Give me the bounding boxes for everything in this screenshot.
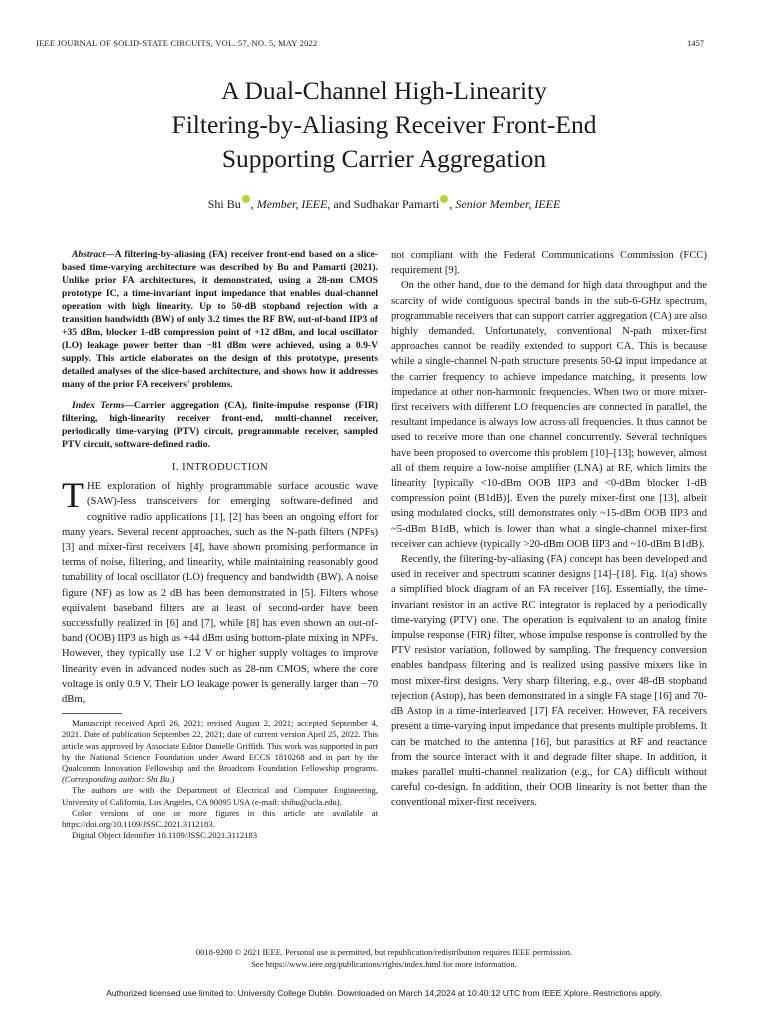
author-1-role: Member, IEEE xyxy=(256,197,328,211)
author-1[interactable]: Shi Bu xyxy=(207,197,241,211)
index-terms-label: Index Terms— xyxy=(72,400,135,411)
paper-title xyxy=(0,74,768,176)
index-terms xyxy=(62,399,378,451)
intro-paragraph xyxy=(62,475,378,707)
title-line-1: A Dual-Channel High-Linearity xyxy=(221,76,547,105)
section-heading: I. INTRODUCTION xyxy=(171,462,269,473)
abstract xyxy=(62,248,378,391)
orcid-icon[interactable] xyxy=(440,195,448,203)
footnote-doi[interactable]: Digital Object Identifier 10.1109/JSSC.2021.3112183 xyxy=(72,830,258,841)
right-paragraph-1: not compliant with the Federal Communications Commission (FCC) requirement [9]. xyxy=(391,250,707,277)
download-notice: Authorized licensed use limited to: University College Dublin. Downloaded on March 14,2024 at 10:40:12 UTC from IEEE Xplore. Restrictions apply. xyxy=(106,988,662,998)
right-column xyxy=(391,248,707,811)
abstract-text: A filtering-by-aliasing (FA) receiver front-end based on a slice-based time-varying architecture was described by Bu and Pamarti (2021). Unlike prior FA architectures, it demonstrated, using a 28-nm CMOS prototype IC, a time-invariant input impedance that enables dual-channel operation with high linearity. Up to 50-dB stopband rejection with a transition bandwidth (BW) of only 3.2 times the RF BW, out-of-band IIP3 of +35 dBm, blocker 1-dB compression point of +12 dBm, and local oscillator (LO) leakage power better than −81 dBm were achieved, using a 0.9-V supply. This article elaborates on the design of this prototype, presents detailed analyses of the slice-based architecture, and shows how it addresses many of the prior FA receivers' problems. xyxy=(62,249,378,390)
left-column xyxy=(62,248,378,841)
journal-header: IEEE JOURNAL OF SOLID-STATE CIRCUITS, VOL. 57, NO. 5, MAY 2022 xyxy=(36,38,318,48)
title-line-3: Supporting Carrier Aggregation xyxy=(221,144,547,173)
footnote-rule xyxy=(62,713,122,714)
intro-text: HE exploration of highly programmable surface acoustic wave (SAW)-less transceivers for emerging software-defined and cognitive radio applications [1], [2] has been an ongoing effort for many years. Several recent approaches, such as the N-path filters (NPFs) [3] and mixer-first receivers [4], have shown promising performance in terms of noise, filtering, and linearity, while maintaining reasonably good tunability of local oscillator (LO) frequency and bandwidth (BW). A noise figure (NF) as low as 2 dB has been demonstrated in [5]. Filters whose equivalent baseband filters are at least of second-order have been successfully realized in [6] and [7], while [8] has even shown an out-of-band (OOB) IIP3 as high as +44 dBm using bottom-plate mixing in NPFs. However, they typically use 1.2 V or higher supply voltages to improve linearity even in advanced nodes such as 28-nm CMOS, where the core voltage is only 0.9 V. Their LO leakage power is generally larger than −70 dBm, xyxy=(62,481,378,706)
author-2[interactable]: , and Sudhakar Pamarti xyxy=(327,197,440,211)
copyright-line-2[interactable]: See https://www.ieee.org/publications/rights/index.html for more information. xyxy=(251,959,517,969)
orcid-icon[interactable] xyxy=(242,195,250,203)
index-terms-text: Carrier aggregation (CA), finite-impulse response (FIR) filtering, high-linearity receiver front-end, multi-channel receiver, periodically time-varying (PTV) circuit, programmable receiver, sampled PTV circuit, software-defined radio. xyxy=(62,400,378,450)
page-number: 1457 xyxy=(687,38,704,48)
right-paragraph-2: On the other hand, due to the demand for high data throughput and the scarcity of wide contiguous spectral bands in the sub-6-GHz spectrum, programmable receivers that can support carrier aggregation (CA) are also highly demanded. Unfortunately, conventional N-path mixer-first approaches cannot be readily extended to support CA. This is because while a single-channel N-path structure presents 50-Ω input impedance at the carrier frequency to achieve impedance matching, it presents low impedance at other non-harmonic frequencies. When two or more mixer-first receivers with different LO frequencies are connected in parallel, the resultant impedance is always low across all frequencies. It thus cannot be used to receive more than one channel concurrently. Several techniques have been proposed to overcome this problem [10]–[13]; however, almost all of them require a low-noise amplifier (LNA) at RF, which limits the linearity [typically <10-dBm OOB IIP3 and <0-dBm blocker 1-dB compression point (B1dB)]. Even the purely mixer-first one [13], albeit using modulated clocks, still demonstrates only ~15-dBm OOB IIP3 and ~5-dBm B1dB, which is lower than what a single-channel mixer-first receiver can achieve (typically >20-dBm OOB IIP3 and ~10-dBm B1dB). xyxy=(391,280,707,550)
footnote-affiliation: The authors are with the Department of Electrical and Computer Engineering, University of California, Los Angeles, CA 90095 USA (e-mail: shibu@ucla.edu). xyxy=(62,785,378,807)
footnotes xyxy=(62,718,378,841)
author-line: Shi Bu , Member, IEEE, and Sudhakar Pamarti , Senior Member, IEEE xyxy=(207,197,561,211)
footnote-manuscript-text: Manuscript received April 26, 2021; revised August 2, 2021; accepted September 4, 2021. Date of publication September 22, 2021; date of current version April 25, 2022. This article was approved by Associate Editor Danielle Griffith. This work was supported in part by the National Science Foundation under Award ECCS 1810268 and in part by the Qualcomm Innovation Fellowship and the Broadcom Foundation Fellowship programs. xyxy=(62,718,378,774)
title-line-2: Filtering-by-Aliasing Receiver Front-End xyxy=(171,110,597,139)
drop-cap: T xyxy=(62,475,84,516)
corresponding-author: (Corresponding author: Shi Bu.) xyxy=(62,774,175,785)
footnote-manuscript xyxy=(62,718,378,785)
author-2-role: Senior Member, IEEE xyxy=(455,197,561,211)
copyright-line-1: 0018-9200 © 2021 IEEE. Personal use is permitted, but republication/redistribution requires IEEE permission. xyxy=(195,947,573,957)
abstract-label: Abstract— xyxy=(72,249,115,260)
right-paragraph-3: Recently, the filtering-by-aliasing (FA) concept has been developed and used in receiver and spectrum scanner designs [14]–[18]. Fig. 1(a) shows a simplified block diagram of an FA receiver [16]. Essentially, the time-invariant resistor in an active RC integrator is replaced by a periodically time-varying (PTV) one. The operation is equivalent to an analog finite impulse response (FIR) filter, whose impulse response is controlled by the PTV resistor variation, followed by sampling. The frequency conversion enables bandpass filtering and is realized using passive mixers like in most mixer-first designs. Very sharp filtering, e.g., over 48-dB stopband rejection (Astop), has been demonstrated in a single FA stage [16] and 70-dB Astop in a time-interleaved [17] FA receiver. However, FA receivers present a time-varying input impedance that presents multiple problems. It can be matched to the antenna [16], but parasitics at RF and reactance from the source interact with it and degrade filter shape. In addition, it makes parallel multi-channel realization (e.g., for CA) difficult without careful co-design. In addition, their OOB linearity is not better than the conventional mixer-first receivers. xyxy=(391,554,707,809)
copyright-notice xyxy=(0,946,768,970)
footnote-color[interactable]: Color versions of one or more figures in this article are available at https://doi.org/10.1109/JSSC.2021.3112183. xyxy=(62,807,378,830)
